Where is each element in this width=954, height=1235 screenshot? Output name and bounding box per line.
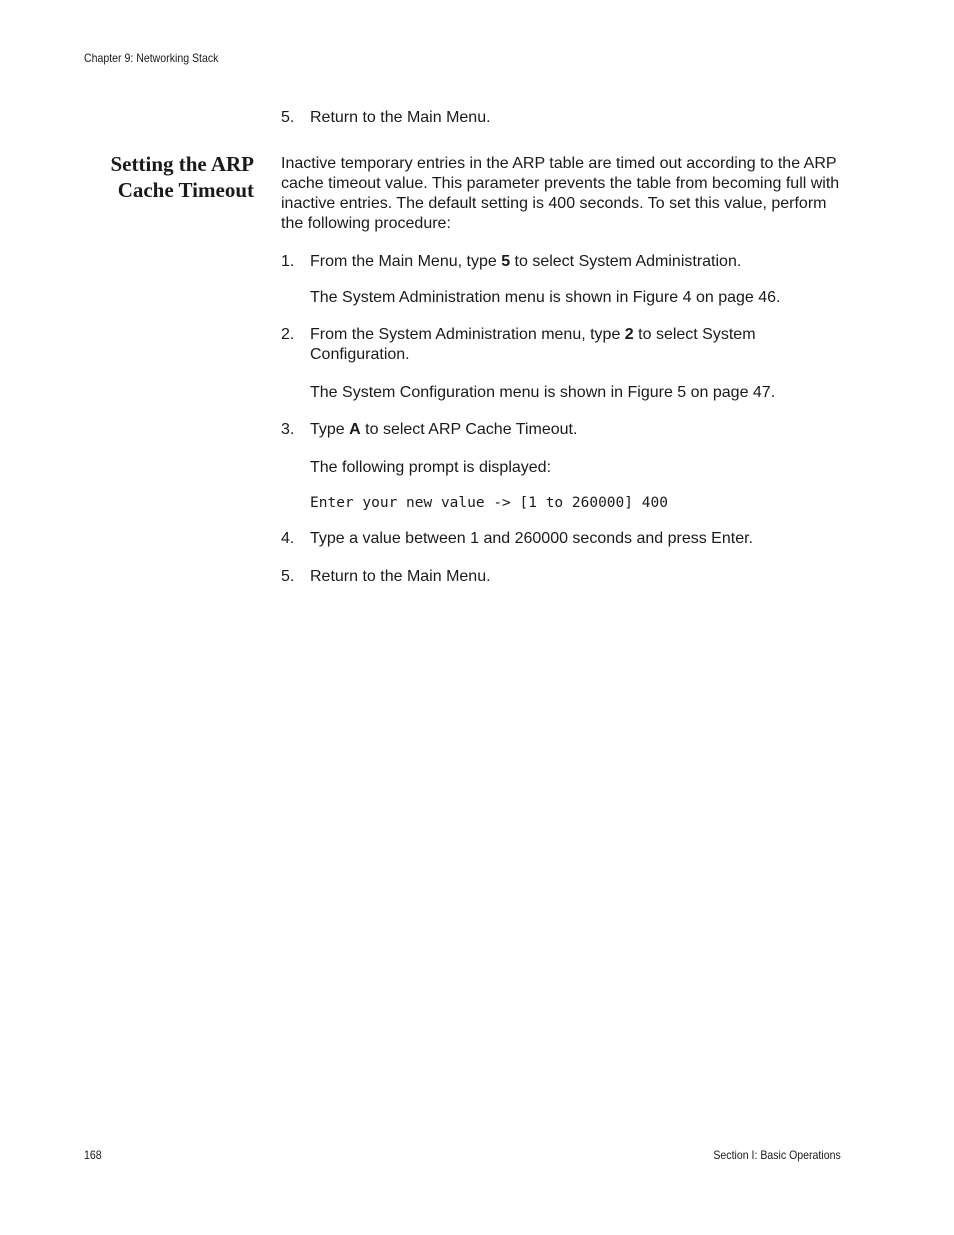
step-text: Return to the Main Menu. [310,568,491,585]
section-heading-line-2: Cache Timeout [117,178,254,202]
step-number: 3. [281,421,295,438]
step-3 [281,420,821,440]
footer-section-title: Section I: Basic Operations [713,1148,841,1162]
step-text: From the Main Menu, type 5 to select System Administration. [310,253,742,270]
step-1-note: The System Administration menu is shown in Figure 4 on page 46. [310,289,781,306]
step-number: 5. [281,109,295,126]
step-1 [281,252,821,272]
step-number: 4. [281,530,295,547]
step-text: Type A to select ARP Cache Timeout. [310,421,578,438]
section-heading-line-1: Setting the ARP [110,152,254,176]
step-text: Type a value between 1 and 260000 seconds and press Enter. [310,530,753,547]
step-2 [281,325,821,365]
key-label: A [349,421,361,438]
step-5 [281,567,821,587]
page-number: 168 [84,1148,102,1162]
step-text: From the System Administration menu, type 2 to select System Configuration. [310,326,756,363]
step-number: 1. [281,253,295,270]
section-heading [60,151,254,203]
step-3-note: The following prompt is displayed: [310,459,552,476]
previous-step-5 [281,108,821,128]
key-label: 2 [624,326,634,343]
step-4 [281,529,821,549]
intro-paragraph: Inactive temporary entries in the ARP table are timed out according to the ARP cache timeout value. This parameter prevents the table from becoming full with inactive entries. The default setting is 400 seconds. To set this value, perform the following procedure: [281,155,840,232]
step-text: Return to the Main Menu. [310,109,491,126]
step-number: 5. [281,568,295,585]
step-number: 2. [281,326,295,343]
key-label: 5 [501,253,511,270]
prompt-code: Enter your new value -> [1 to 260000] 400 [310,495,668,511]
running-header: Chapter 9: Networking Stack [84,51,219,65]
step-2-note: The System Configuration menu is shown in Figure 5 on page 47. [310,384,776,401]
